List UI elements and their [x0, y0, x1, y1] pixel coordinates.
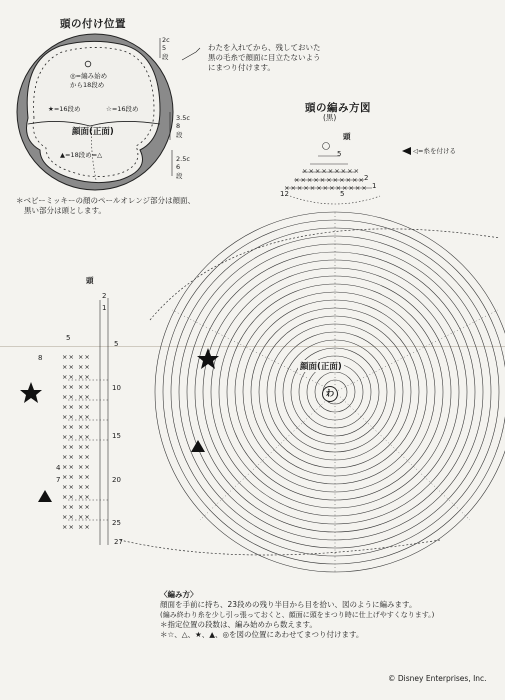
row-number: 5	[114, 340, 119, 348]
start-label: ◎=編み始め から18段め	[70, 72, 108, 89]
filled-triangle-marker	[191, 440, 205, 452]
instructions-heading: 〈編み方〉	[160, 590, 198, 599]
head-chart	[120, 212, 505, 572]
row-number: 20	[112, 476, 121, 484]
placement-footnote: ＊ベビーミッキーの顔のペールオレンジ部分は顔面、 黒い部分は頭とします。	[16, 196, 196, 215]
chart-title: 頭の編み方図	[305, 102, 371, 114]
star-filled-label: ★=16段め	[48, 105, 81, 113]
triangle-label: ▲=18段め=△	[60, 151, 103, 159]
head-label: 頭	[343, 132, 351, 141]
row-number: 1	[372, 182, 377, 190]
stitch-row: ×××××××××××××	[284, 184, 368, 192]
legend-text: ◁=糸を付ける	[413, 147, 456, 155]
side-title: 頭	[86, 276, 94, 285]
chart-subtitle: (黒)	[323, 113, 337, 122]
row-number: 4	[56, 464, 61, 472]
row-number: 10	[112, 384, 121, 392]
chart-face-label: 顔面(正面)	[300, 362, 342, 372]
filled-triangle-marker-side	[38, 490, 52, 502]
row-number: 12	[280, 190, 289, 198]
row-number: 7	[56, 476, 61, 484]
row-number: 2	[364, 174, 369, 182]
instructions: 〈編み方〉 顔面を手前に持ち、23段めの残り半目から目を拾い、図のように編みます。 (編み終わり糸を少し引っ張っておくと、顔面に頭をまつり時に仕上げやすくなります。) ＊指定位置の段数は、編み始めから数えます。 ＊☆、△、★、▲、◎を図の位置にあわせてまつり付けます。	[160, 590, 500, 640]
row-number: 2	[102, 292, 107, 300]
filled-star-marker-side	[20, 382, 42, 403]
stitch-row: ×××××××××××	[294, 176, 365, 184]
placement-title: 頭の付け位置	[60, 18, 126, 30]
dim-bot: 2.5c 6 段	[176, 155, 190, 180]
row-number: 8	[38, 354, 43, 362]
star-outline-label: ☆=16段め	[106, 105, 139, 113]
row-number: 15	[112, 432, 121, 440]
row-number: 1	[102, 304, 107, 312]
dim-mid: 3.5c 8 段	[176, 114, 190, 139]
row-number: 27	[114, 538, 123, 546]
filled-star-marker	[197, 348, 219, 369]
dim-top: 2c 5 段	[162, 36, 170, 61]
row-number: 5	[340, 190, 345, 198]
row-number: 5	[66, 334, 71, 342]
placement-note: わたを入れてから、残しておいた 黒の毛糸で顔面に目立たないよう にまつり付けます。	[208, 43, 321, 72]
face-label: 顔面(正面)	[72, 127, 114, 137]
row-number: 25	[112, 519, 121, 527]
stitch-row: ×××××××××	[302, 167, 361, 175]
yarn-attach-icon	[402, 147, 411, 155]
copyright: © Disney Enterprises, Inc.	[388, 674, 487, 683]
row-number: 5	[337, 150, 342, 158]
center-ring: わ	[322, 386, 338, 402]
stitch-column: ×× ×× ×× ×× ×× ×× ×× ×× ×× ×× ×× ×× ×× ×× ×× ×× ×× ×× ×× ×× ×× ×× ×× ×× ×× ×× ×× ×× ×× ×× ×× ×× ×× ×× ×× ××	[62, 353, 91, 531]
